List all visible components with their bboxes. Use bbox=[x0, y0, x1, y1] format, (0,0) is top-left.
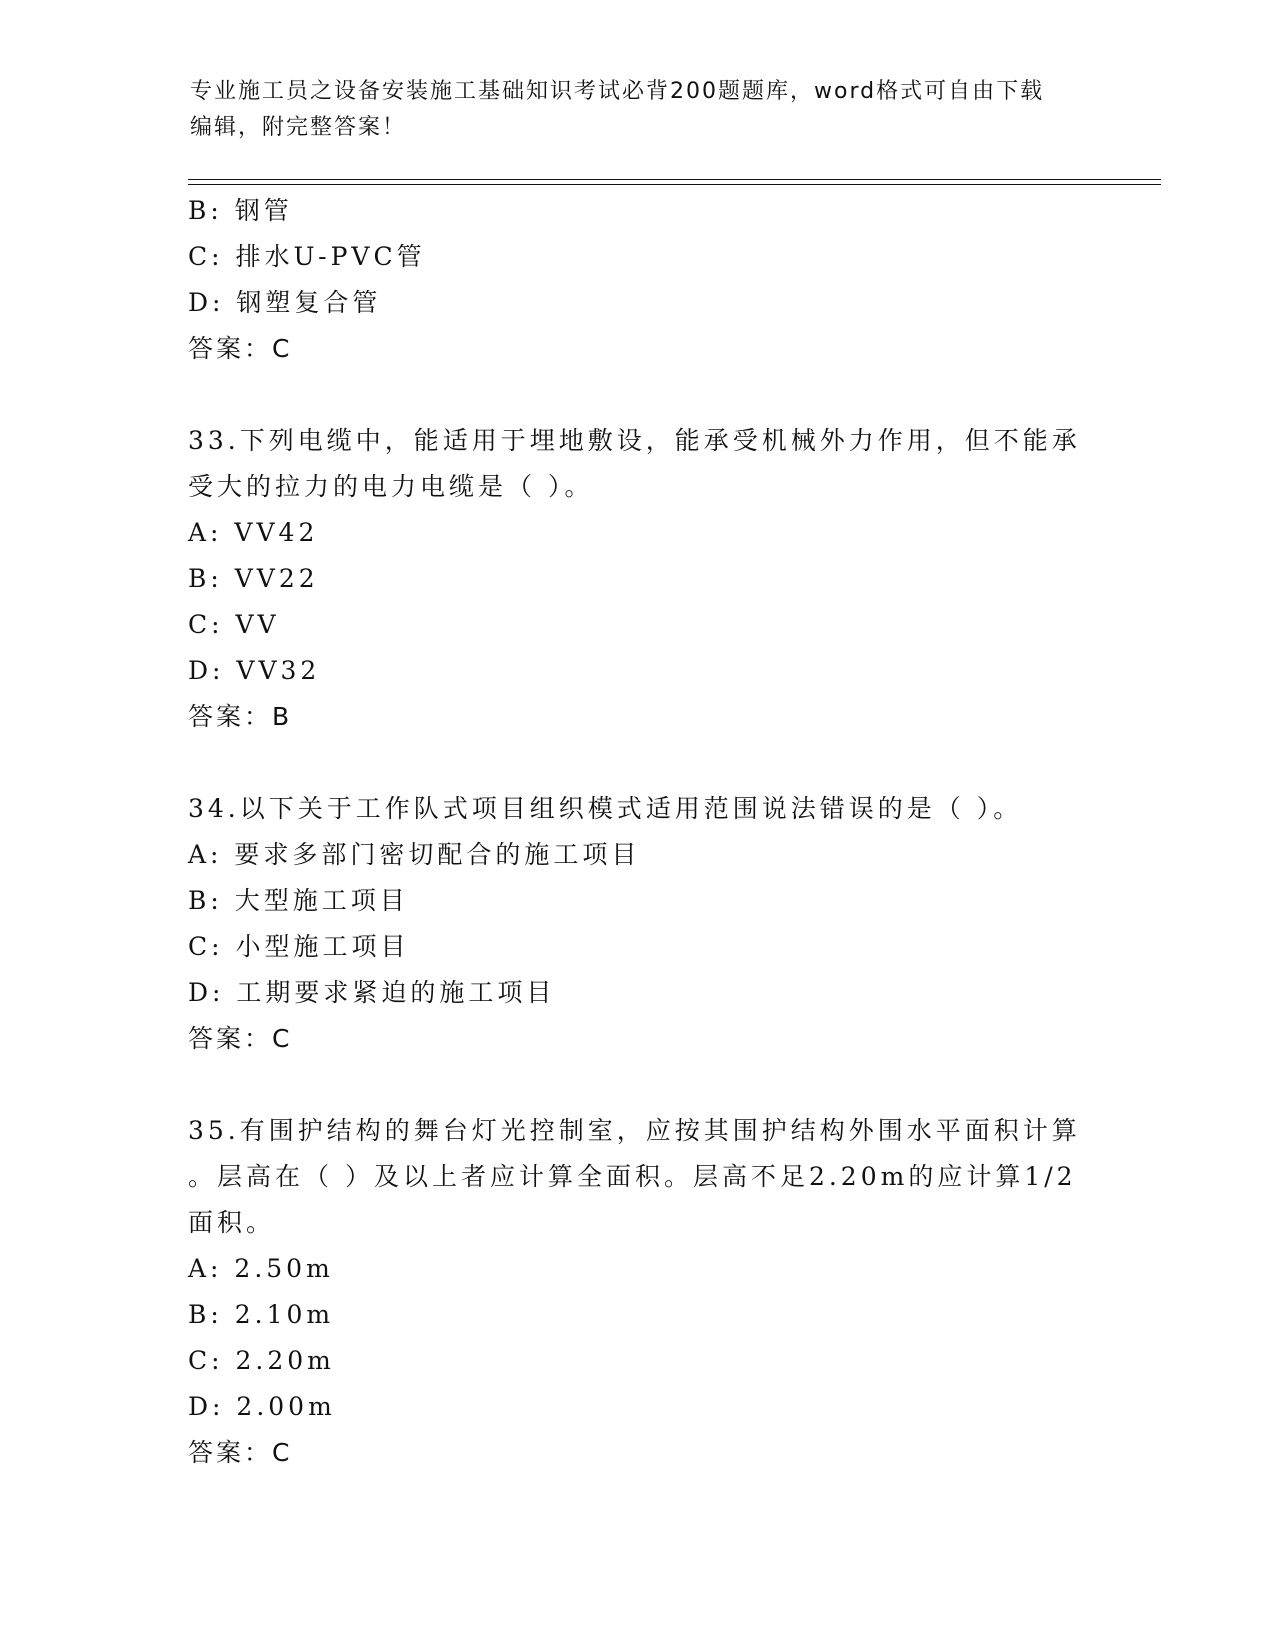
option-c: C: 小型施工项目 bbox=[188, 932, 410, 961]
question-text-line-1: 33.下列电缆中，能适用于埋地敷设，能承受机械外力作用，但不能承 bbox=[188, 426, 1081, 455]
option-d: D: 钢塑复合管 bbox=[188, 288, 382, 317]
question-list bbox=[188, 188, 1088, 1476]
spacer bbox=[188, 1062, 1088, 1108]
question-text-line-2: 受大的拉力的电力电缆是（ ）。 bbox=[188, 472, 594, 501]
option-c: C: VV bbox=[188, 610, 280, 639]
answer-line: 答案：C bbox=[188, 334, 293, 363]
option-d: D: 工期要求紧迫的施工项目 bbox=[188, 978, 556, 1007]
question-block-34 bbox=[188, 786, 1088, 1062]
question-block-33 bbox=[188, 418, 1088, 740]
question-text-line-1: 34.以下关于工作队式项目组织模式适用范围说法错误的是（ ）。 bbox=[188, 794, 1023, 823]
option-b: B: 钢管 bbox=[188, 196, 293, 225]
answer-line: 答案：C bbox=[188, 1024, 293, 1053]
option-c: C: 2.20m bbox=[188, 1346, 335, 1375]
option-b: B: 2.10m bbox=[188, 1300, 335, 1329]
question-text-line-1: 35.有围护结构的舞台灯光控制室，应按其围护结构外围水平面积计算 bbox=[188, 1116, 1081, 1145]
question-block-35 bbox=[188, 1108, 1088, 1476]
option-a: A: 要求多部门密切配合的施工项目 bbox=[188, 840, 641, 869]
header-divider-top bbox=[188, 179, 1161, 180]
spacer bbox=[188, 372, 1088, 418]
option-b: B: VV22 bbox=[188, 564, 319, 593]
header-divider-bottom bbox=[188, 184, 1161, 185]
question-text-line-3: 面积。 bbox=[188, 1208, 276, 1237]
spacer bbox=[188, 740, 1088, 786]
question-text-line-2: 。层高在（ ）及以上者应计算全面积。层高不足2.20m的应计算1/2 bbox=[188, 1162, 1077, 1191]
header-title-line-1: 专业施工员之设备安装施工基础知识考试必背200题题库，word格式可自由下载 bbox=[190, 79, 1045, 104]
header-title-line-2: 编辑，附完整答案！ bbox=[190, 115, 407, 140]
document-header bbox=[190, 74, 1090, 146]
question-block-32 bbox=[188, 188, 1088, 372]
option-a: A: 2.50m bbox=[188, 1254, 334, 1283]
option-d: D: 2.00m bbox=[188, 1392, 336, 1421]
option-c: C: 排水U-PVC管 bbox=[188, 242, 426, 271]
option-b: B: 大型施工项目 bbox=[188, 886, 409, 915]
option-a: A: VV42 bbox=[188, 518, 319, 547]
answer-line: 答案：C bbox=[188, 1438, 293, 1467]
option-d: D: VV32 bbox=[188, 656, 321, 685]
answer-line: 答案：B bbox=[188, 702, 293, 731]
